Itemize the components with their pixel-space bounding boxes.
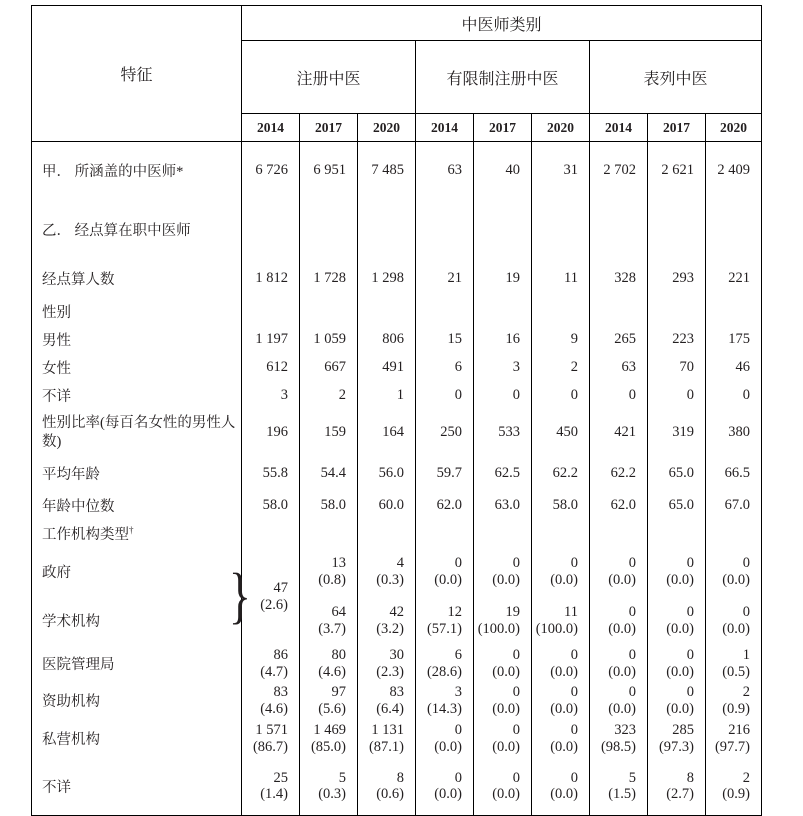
row-government-value-1: 13 (0.8) [300, 548, 358, 596]
row-female-value-6: 63 [590, 354, 648, 382]
row-unknown-workplace-value-0: 25 (1.4) [242, 758, 300, 816]
header-year-limited-2017: 2017 [474, 114, 532, 142]
row-mean-age-value-1: 54.4 [300, 456, 358, 492]
row-subvented-value-2: 83 (6.4) [358, 682, 416, 720]
row-male-value-3: 15 [416, 325, 474, 354]
row-mean-age-value-0: 55.8 [242, 456, 300, 492]
row-female-value-5: 2 [532, 354, 590, 382]
row-unknown-workplace-value-1: 5 (0.3) [300, 758, 358, 816]
row-sex-heading-value-1 [300, 298, 358, 325]
row-covered-practitioners-value-2: 7 485 [358, 142, 416, 200]
row-subvented-value-5: 0 (0.0) [532, 682, 590, 720]
row-government-value-8: 0 (0.0) [706, 548, 762, 596]
row-private-value-1: 1 469 (85.0) [300, 720, 358, 758]
statistical-table-container [31, 5, 759, 803]
row-covered-practitioners-value-1: 6 951 [300, 142, 358, 200]
header-year-registered-2017: 2017 [300, 114, 358, 142]
row-sex-ratio-value-6: 421 [590, 410, 648, 456]
row-sex-ratio-value-4: 533 [474, 410, 532, 456]
row-sex-heading-value-4 [474, 298, 532, 325]
row-unknown-sex-value-0: 3 [242, 382, 300, 410]
header-group-registered: 注册中医 [242, 41, 416, 114]
header-year-registered-2020: 2020 [358, 114, 416, 142]
row-section-enumerated-value-2 [358, 200, 416, 260]
row-enumerated-count-value-5: 11 [532, 260, 590, 298]
row-workplace-heading-value-6 [590, 520, 648, 548]
header-year-listed-2020: 2020 [706, 114, 762, 142]
row-section-enumerated-value-4 [474, 200, 532, 260]
header-year-listed-2017: 2017 [648, 114, 706, 142]
row-section-enumerated-label: 乙． 经点算在职中医师 [42, 223, 191, 239]
row-enumerated-count-value-0: 1 812 [242, 260, 300, 298]
table-row [32, 492, 762, 520]
header-row-category [32, 6, 762, 41]
row-workplace-heading-value-3 [416, 520, 474, 548]
row-sex-ratio-label: 性别比率(每百名女性的男性人数) [42, 415, 236, 450]
table-row [32, 382, 762, 410]
row-unknown-sex-value-4: 0 [474, 382, 532, 410]
row-male-value-8: 175 [706, 325, 762, 354]
row-government-value-5: 0 (0.0) [532, 548, 590, 596]
table-row [32, 200, 762, 260]
table-row [32, 410, 762, 456]
row-section-enumerated-value-7 [648, 200, 706, 260]
row-covered-practitioners-value-7: 2 621 [648, 142, 706, 200]
row-unknown-workplace-value-2: 8 (0.6) [358, 758, 416, 816]
row-subvented-value-8: 2 (0.9) [706, 682, 762, 720]
row-subvented-value-0: 83 (4.6) [242, 682, 300, 720]
row-academic-label: 学术机构 [42, 614, 100, 630]
row-male-value-1: 1 059 [300, 325, 358, 354]
header-group-listed: 表列中医 [590, 41, 762, 114]
row-academic-value-3: 12 (57.1) [416, 596, 474, 646]
row-mean-age-value-3: 59.7 [416, 456, 474, 492]
row-hospital-authority-value-0: 86 (4.7) [242, 646, 300, 682]
row-unknown-sex-value-7: 0 [648, 382, 706, 410]
row-hospital-authority-value-6: 0 (0.0) [590, 646, 648, 682]
row-enumerated-count-value-7: 293 [648, 260, 706, 298]
table-row [32, 646, 762, 682]
row-private-value-0: 1 571 (86.7) [242, 720, 300, 758]
row-private-value-2: 1 131 (87.1) [358, 720, 416, 758]
header-year-limited-2020: 2020 [532, 114, 590, 142]
row-government-value-3: 0 (0.0) [416, 548, 474, 596]
row-enumerated-count-value-4: 19 [474, 260, 532, 298]
table-row [32, 720, 762, 758]
row-academic-value-4: 19 (100.0) [474, 596, 532, 646]
row-enumerated-count-value-2: 1 298 [358, 260, 416, 298]
header-year-limited-2014: 2014 [416, 114, 474, 142]
table-row [32, 325, 762, 354]
row-enumerated-count-label: 经点算人数 [42, 272, 115, 288]
row-mean-age-label: 平均年龄 [42, 467, 100, 483]
row-male-value-5: 9 [532, 325, 590, 354]
row-private-value-4: 0 (0.0) [474, 720, 532, 758]
row-covered-practitioners-value-8: 2 409 [706, 142, 762, 200]
row-workplace-heading-value-4 [474, 520, 532, 548]
row-median-age-value-1: 58.0 [300, 492, 358, 520]
row-sex-ratio-value-1: 159 [300, 410, 358, 456]
row-median-age-value-0: 58.0 [242, 492, 300, 520]
row-median-age-value-4: 63.0 [474, 492, 532, 520]
row-sex-heading-value-6 [590, 298, 648, 325]
row-mean-age-value-5: 62.2 [532, 456, 590, 492]
row-academic-value-8: 0 (0.0) [706, 596, 762, 646]
row-unknown-workplace-value-4: 0 (0.0) [474, 758, 532, 816]
row-female-value-7: 70 [648, 354, 706, 382]
table-row [32, 548, 762, 596]
row-sex-ratio-value-7: 319 [648, 410, 706, 456]
row-academic-value-6: 0 (0.0) [590, 596, 648, 646]
row-private-value-8: 216 (97.7) [706, 720, 762, 758]
row-median-age-value-3: 62.0 [416, 492, 474, 520]
row-section-enumerated-value-3 [416, 200, 474, 260]
row-sex-ratio-value-3: 250 [416, 410, 474, 456]
row-academic-value-1: 64 (3.7) [300, 596, 358, 646]
row-median-age-value-5: 58.0 [532, 492, 590, 520]
row-covered-practitioners-value-3: 63 [416, 142, 474, 200]
row-covered-practitioners-label: 甲． 所涵盖的中医师* [42, 164, 184, 181]
row-private-value-7: 285 (97.3) [648, 720, 706, 758]
row-mean-age-value-7: 65.0 [648, 456, 706, 492]
table-row [32, 142, 762, 200]
header-category: 中医师类别 [242, 6, 762, 41]
row-unknown-sex-label: 不详 [42, 389, 71, 405]
row-unknown-sex-value-6: 0 [590, 382, 648, 410]
row-workplace-heading-value-7 [648, 520, 706, 548]
row-female-value-0: 612 [242, 354, 300, 382]
footnote-marker: † [129, 525, 134, 536]
table-row [32, 298, 762, 325]
row-hospital-authority-value-5: 0 (0.0) [532, 646, 590, 682]
row-enumerated-count-value-1: 1 728 [300, 260, 358, 298]
row-workplace-heading-value-0 [242, 520, 300, 548]
row-section-enumerated-value-1 [300, 200, 358, 260]
row-academic-value-5: 11 (100.0) [532, 596, 590, 646]
row-median-age-label: 年龄中位数 [42, 499, 115, 515]
row-sex-heading-value-3 [416, 298, 474, 325]
row-hospital-authority-value-1: 80 (4.6) [300, 646, 358, 682]
row-male-value-2: 806 [358, 325, 416, 354]
row-workplace-heading-value-8 [706, 520, 762, 548]
curly-brace-icon: } [229, 561, 252, 630]
row-subvented-value-6: 0 (0.0) [590, 682, 648, 720]
row-workplace-heading-value-1 [300, 520, 358, 548]
row-female-value-3: 6 [416, 354, 474, 382]
row-hospital-authority-value-8: 1 (0.5) [706, 646, 762, 682]
row-sex-ratio-value-5: 450 [532, 410, 590, 456]
row-median-age-value-6: 62.0 [590, 492, 648, 520]
row-hospital-authority-label: 医院管理局 [42, 657, 115, 673]
header-group-limited-registered: 有限制注册中医 [416, 41, 590, 114]
row-mean-age-value-8: 66.5 [706, 456, 762, 492]
row-male-value-0: 1 197 [242, 325, 300, 354]
row-covered-practitioners-value-6: 2 702 [590, 142, 648, 200]
row-workplace-heading-value-2 [358, 520, 416, 548]
row-hospital-authority-value-3: 6 (28.6) [416, 646, 474, 682]
row-covered-practitioners-value-4: 40 [474, 142, 532, 200]
row-male-value-4: 16 [474, 325, 532, 354]
row-subvented-value-7: 0 (0.0) [648, 682, 706, 720]
row-unknown-sex-value-8: 0 [706, 382, 762, 410]
header-year-listed-2014: 2014 [590, 114, 648, 142]
row-subvented-value-3: 3 (14.3) [416, 682, 474, 720]
row-covered-practitioners-value-0: 6 726 [242, 142, 300, 200]
row-male-value-6: 265 [590, 325, 648, 354]
row-female-value-8: 46 [706, 354, 762, 382]
table-row [32, 456, 762, 492]
row-female-value-1: 667 [300, 354, 358, 382]
row-sex-ratio-value-2: 164 [358, 410, 416, 456]
brace-value: 47 (2.6) [260, 579, 288, 613]
header-feature: 特征 [32, 6, 242, 142]
row-section-enumerated-value-6 [590, 200, 648, 260]
row-government-label: 政府 [42, 565, 71, 581]
row-government-value-4: 0 (0.0) [474, 548, 532, 596]
row-female-value-2: 491 [358, 354, 416, 382]
table-body [32, 142, 762, 816]
header-year-registered-2014: 2014 [242, 114, 300, 142]
row-subvented-value-1: 97 (5.6) [300, 682, 358, 720]
row-unknown-sex-value-3: 0 [416, 382, 474, 410]
row-sex-ratio-value-8: 380 [706, 410, 762, 456]
row-sex-heading-value-7 [648, 298, 706, 325]
row-female-label: 女性 [42, 361, 71, 377]
row-private-value-6: 323 (98.5) [590, 720, 648, 758]
chinese-medicine-practitioners-table [31, 5, 762, 816]
row-sex-heading-label: 性别 [42, 304, 71, 321]
row-government-value-7: 0 (0.0) [648, 548, 706, 596]
row-section-enumerated-value-8 [706, 200, 762, 260]
row-enumerated-count-value-3: 21 [416, 260, 474, 298]
row-sex-ratio-value-0: 196 [242, 410, 300, 456]
row-hospital-authority-value-2: 30 (2.3) [358, 646, 416, 682]
row-sex-heading-value-2 [358, 298, 416, 325]
brace-merged-cell [229, 548, 300, 646]
table-row [32, 520, 762, 548]
row-unknown-workplace-value-8: 2 (0.9) [706, 758, 762, 816]
row-unknown-workplace-label: 不详 [42, 779, 71, 796]
row-male-label: 男性 [42, 332, 71, 349]
row-median-age-value-8: 67.0 [706, 492, 762, 520]
row-subvented-label: 资助机构 [42, 694, 100, 710]
row-mean-age-value-4: 62.5 [474, 456, 532, 492]
row-median-age-value-7: 65.0 [648, 492, 706, 520]
row-section-enumerated-value-5 [532, 200, 590, 260]
table-row [32, 260, 762, 298]
row-median-age-value-2: 60.0 [358, 492, 416, 520]
table-header [32, 6, 762, 142]
row-private-value-3: 0 (0.0) [416, 720, 474, 758]
row-unknown-workplace-value-7: 8 (2.7) [648, 758, 706, 816]
row-enumerated-count-value-8: 221 [706, 260, 762, 298]
table-row [32, 354, 762, 382]
row-mean-age-value-2: 56.0 [358, 456, 416, 492]
row-sex-heading-value-8 [706, 298, 762, 325]
row-unknown-sex-value-1: 2 [300, 382, 358, 410]
row-workplace-heading-label: 工作机构类型† [42, 525, 134, 543]
row-unknown-workplace-value-6: 5 (1.5) [590, 758, 648, 816]
row-unknown-sex-value-2: 1 [358, 382, 416, 410]
row-unknown-workplace-value-5: 0 (0.0) [532, 758, 590, 816]
row-private-value-5: 0 (0.0) [532, 720, 590, 758]
row-government-value-6: 0 (0.0) [590, 548, 648, 596]
row-academic-value-7: 0 (0.0) [648, 596, 706, 646]
row-unknown-workplace-value-3: 0 (0.0) [416, 758, 474, 816]
table-row [32, 596, 762, 646]
row-subvented-value-4: 0 (0.0) [474, 682, 532, 720]
row-section-enumerated-value-0 [242, 200, 300, 260]
row-private-label: 私营机构 [42, 732, 100, 748]
row-male-value-7: 223 [648, 325, 706, 354]
row-hospital-authority-value-4: 0 (0.0) [474, 646, 532, 682]
row-female-value-4: 3 [474, 354, 532, 382]
table-row [32, 682, 762, 720]
row-workplace-heading-value-5 [532, 520, 590, 548]
row-sex-heading-value-5 [532, 298, 590, 325]
row-hospital-authority-value-7: 0 (0.0) [648, 646, 706, 682]
row-sex-heading-value-0 [242, 298, 300, 325]
row-mean-age-value-6: 62.2 [590, 456, 648, 492]
row-covered-practitioners-value-5: 31 [532, 142, 590, 200]
row-government-value-2: 4 (0.3) [358, 548, 416, 596]
row-unknown-sex-value-5: 0 [532, 382, 590, 410]
row-enumerated-count-value-6: 328 [590, 260, 648, 298]
row-academic-value-2: 42 (3.2) [358, 596, 416, 646]
